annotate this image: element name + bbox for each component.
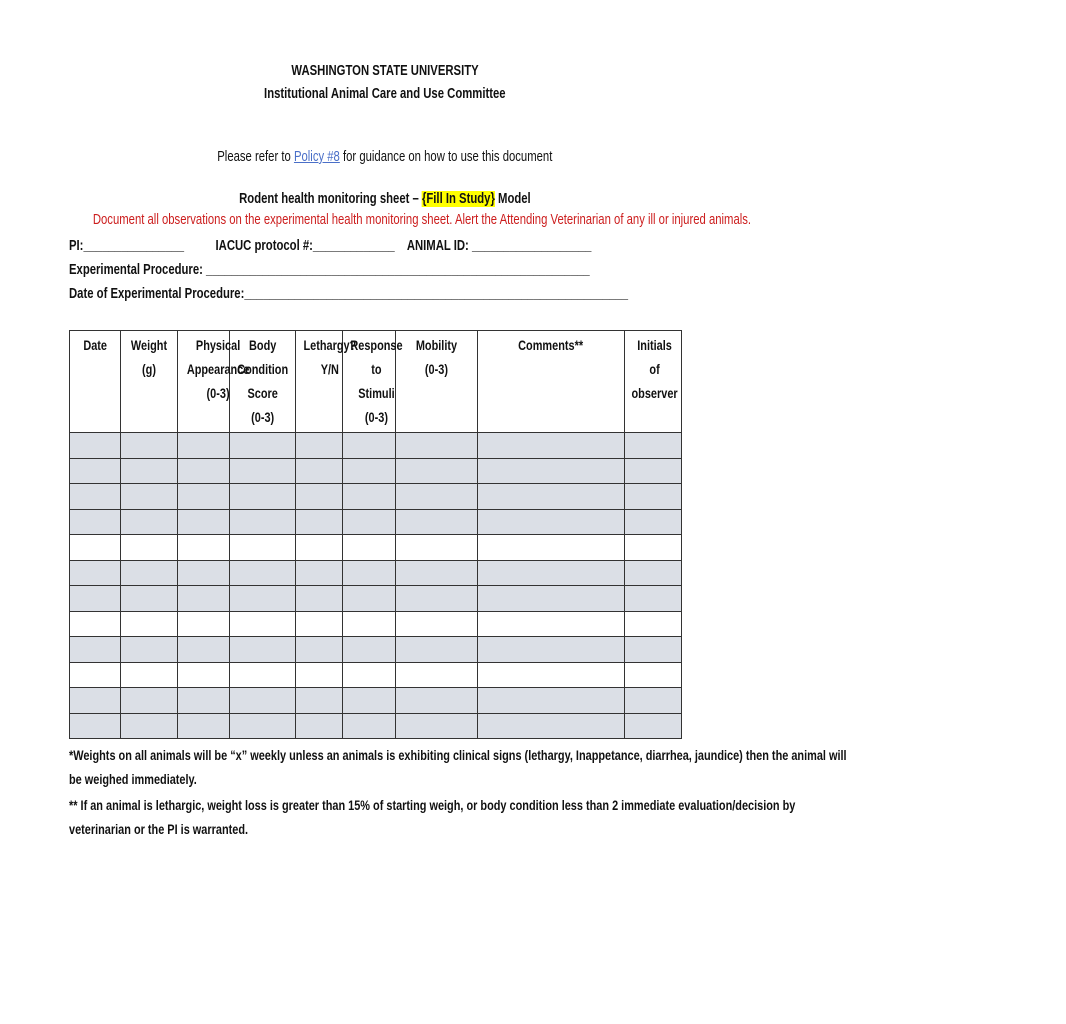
table-cell[interactable] <box>178 611 230 637</box>
procedure-date-field[interactable]: Date of Experimental Procedure:_____________________________________________________________ <box>69 286 629 302</box>
committee-name: Institutional Animal Care and Use Committee <box>264 86 506 102</box>
table-row <box>70 611 682 637</box>
column-header-initials: Initials of observer <box>625 331 682 433</box>
table-cell[interactable] <box>478 458 625 484</box>
table-cell[interactable] <box>625 509 682 535</box>
table-cell[interactable] <box>296 560 343 586</box>
table-cell[interactable] <box>296 713 343 739</box>
table-cell[interactable] <box>478 611 625 637</box>
table-cell[interactable] <box>230 637 296 663</box>
table-cell[interactable] <box>396 433 478 459</box>
table-cell[interactable] <box>396 560 478 586</box>
table-cell[interactable] <box>121 713 178 739</box>
table-cell[interactable] <box>178 637 230 663</box>
table-cell[interactable] <box>230 509 296 535</box>
pi-protocol-animal-fields[interactable]: PI:________________ IACUC protocol #:_____________ ANIMAL ID: ___________________ <box>69 238 592 254</box>
table-cell[interactable] <box>625 458 682 484</box>
table-cell[interactable] <box>230 458 296 484</box>
table-cell[interactable] <box>296 535 343 561</box>
table-cell[interactable] <box>478 637 625 663</box>
table-cell[interactable] <box>296 662 343 688</box>
table-cell[interactable] <box>121 535 178 561</box>
table-cell[interactable] <box>70 535 121 561</box>
table-cell[interactable] <box>343 688 396 714</box>
table-cell[interactable] <box>230 586 296 612</box>
table-cell[interactable] <box>230 560 296 586</box>
table-cell[interactable] <box>396 688 478 714</box>
table-cell[interactable] <box>178 688 230 714</box>
table-cell[interactable] <box>625 484 682 510</box>
university-name: WASHINGTON STATE UNIVERSITY <box>291 63 479 79</box>
table-cell[interactable] <box>296 458 343 484</box>
column-header-comments: Comments** <box>478 331 625 433</box>
column-header-date: Date <box>70 331 121 433</box>
table-cell[interactable] <box>343 586 396 612</box>
table-cell[interactable] <box>121 662 178 688</box>
table-cell[interactable] <box>70 484 121 510</box>
table-cell[interactable] <box>121 484 178 510</box>
table-cell[interactable] <box>70 713 121 739</box>
table-cell[interactable] <box>625 433 682 459</box>
table-cell[interactable] <box>121 458 178 484</box>
table-cell[interactable] <box>343 535 396 561</box>
table-row <box>70 433 682 459</box>
table-cell[interactable] <box>478 662 625 688</box>
table-cell[interactable] <box>121 560 178 586</box>
table-cell[interactable] <box>121 586 178 612</box>
table-cell[interactable] <box>625 535 682 561</box>
table-cell[interactable] <box>478 509 625 535</box>
table-cell[interactable] <box>343 433 396 459</box>
table-cell[interactable] <box>70 586 121 612</box>
table-cell[interactable] <box>343 560 396 586</box>
table-cell[interactable] <box>296 611 343 637</box>
table-cell[interactable] <box>230 433 296 459</box>
table-row <box>70 688 682 714</box>
table-cell[interactable] <box>178 662 230 688</box>
table-cell[interactable] <box>396 458 478 484</box>
table-cell[interactable] <box>178 458 230 484</box>
table-row <box>70 586 682 612</box>
table-cell[interactable] <box>178 535 230 561</box>
table-row <box>70 560 682 586</box>
table-row <box>70 484 682 510</box>
table-cell[interactable] <box>296 688 343 714</box>
table-cell[interactable] <box>478 688 625 714</box>
table-cell[interactable] <box>70 509 121 535</box>
sheet-title: Rodent health monitoring sheet – {Fill In Study} Model <box>239 191 531 207</box>
table-cell[interactable] <box>343 713 396 739</box>
lethargy-note: ** If an animal is lethargic, weight loss is greater than 15% of starting weigh, or body condition less than 2 immediate evaluation/decision by <box>69 797 796 813</box>
table-header-row <box>70 331 682 433</box>
table-cell[interactable] <box>121 611 178 637</box>
table-cell[interactable] <box>296 586 343 612</box>
table-cell[interactable] <box>178 713 230 739</box>
table-cell[interactable] <box>625 688 682 714</box>
table-cell[interactable] <box>70 433 121 459</box>
lethargy-note-continued: veterinarian or the PI is warranted. <box>69 821 249 837</box>
table-cell[interactable] <box>121 688 178 714</box>
table-cell[interactable] <box>396 484 478 510</box>
table-cell[interactable] <box>478 560 625 586</box>
health-monitoring-table <box>69 330 682 739</box>
column-header-weight: Weight (g) <box>121 331 178 433</box>
table-cell[interactable] <box>343 458 396 484</box>
table-cell[interactable] <box>230 688 296 714</box>
table-row <box>70 637 682 663</box>
table-cell[interactable] <box>70 637 121 663</box>
table-cell[interactable] <box>296 637 343 663</box>
table-cell[interactable] <box>396 662 478 688</box>
column-header-physical-appearance: Physical Appearance (0-3) <box>178 331 230 433</box>
weights-note: *Weights on all animals will be “x” weekly unless an animals is exhibiting clinical signs (lethargy, Inappetance, diarrhea, jaundice) then the animal will <box>69 747 847 763</box>
experimental-procedure-field[interactable]: Experimental Procedure: _____________________________________________________________ <box>69 262 590 278</box>
table-cell[interactable] <box>230 535 296 561</box>
column-header-body-condition: Body Condition Score (0-3) <box>230 331 296 433</box>
table-row <box>70 458 682 484</box>
table-cell[interactable] <box>121 509 178 535</box>
table-cell[interactable] <box>478 713 625 739</box>
table-cell[interactable] <box>121 433 178 459</box>
table-cell[interactable] <box>478 433 625 459</box>
policy-reference: Please refer to Policy #8 for guidance on how to use this document <box>217 149 553 165</box>
table-cell[interactable] <box>178 433 230 459</box>
table-cell[interactable] <box>343 611 396 637</box>
table-row <box>70 535 682 561</box>
table-cell[interactable] <box>230 611 296 637</box>
weights-note-continued: be weighed immediately. <box>69 771 197 787</box>
table-cell[interactable] <box>396 535 478 561</box>
vet-alert-instruction: Document all observations on the experimental health monitoring sheet. Alert the Attending Veterinarian of any ill or injured animals. <box>92 212 752 228</box>
table-cell[interactable] <box>396 509 478 535</box>
policy-link[interactable]: Policy #8 <box>294 149 341 165</box>
table-cell[interactable] <box>230 662 296 688</box>
table-cell[interactable] <box>230 713 296 739</box>
table-cell[interactable] <box>70 688 121 714</box>
table-cell[interactable] <box>343 509 396 535</box>
table-cell[interactable] <box>343 484 396 510</box>
fill-in-study-placeholder[interactable]: {Fill In Study} <box>422 191 495 207</box>
table-cell[interactable] <box>70 560 121 586</box>
table-cell[interactable] <box>625 662 682 688</box>
table-cell[interactable] <box>625 713 682 739</box>
column-header-mobility: Mobility (0-3) <box>396 331 478 433</box>
table-cell[interactable] <box>478 586 625 612</box>
table-cell[interactable] <box>478 535 625 561</box>
table-cell[interactable] <box>70 458 121 484</box>
table-cell[interactable] <box>70 662 121 688</box>
table-cell[interactable] <box>296 433 343 459</box>
table-cell[interactable] <box>296 509 343 535</box>
table-cell[interactable] <box>625 611 682 637</box>
table-cell[interactable] <box>396 611 478 637</box>
table-cell[interactable] <box>296 484 343 510</box>
table-cell[interactable] <box>396 637 478 663</box>
column-header-lethargy: Lethargy? Y/N <box>296 331 343 433</box>
table-cell[interactable] <box>70 611 121 637</box>
table-cell[interactable] <box>343 662 396 688</box>
table-row <box>70 509 682 535</box>
table-cell[interactable] <box>178 484 230 510</box>
column-header-response-stimuli: Response to Stimuli (0-3) <box>343 331 396 433</box>
table-cell[interactable] <box>178 586 230 612</box>
table-cell[interactable] <box>230 484 296 510</box>
table-cell[interactable] <box>625 560 682 586</box>
table-cell[interactable] <box>343 637 396 663</box>
table-cell[interactable] <box>121 637 178 663</box>
table-cell[interactable] <box>178 560 230 586</box>
table-cell[interactable] <box>178 509 230 535</box>
table-row <box>70 662 682 688</box>
table-row <box>70 713 682 739</box>
table-cell[interactable] <box>396 586 478 612</box>
table-cell[interactable] <box>625 586 682 612</box>
table-cell[interactable] <box>396 713 478 739</box>
table-cell[interactable] <box>625 637 682 663</box>
table-cell[interactable] <box>478 484 625 510</box>
